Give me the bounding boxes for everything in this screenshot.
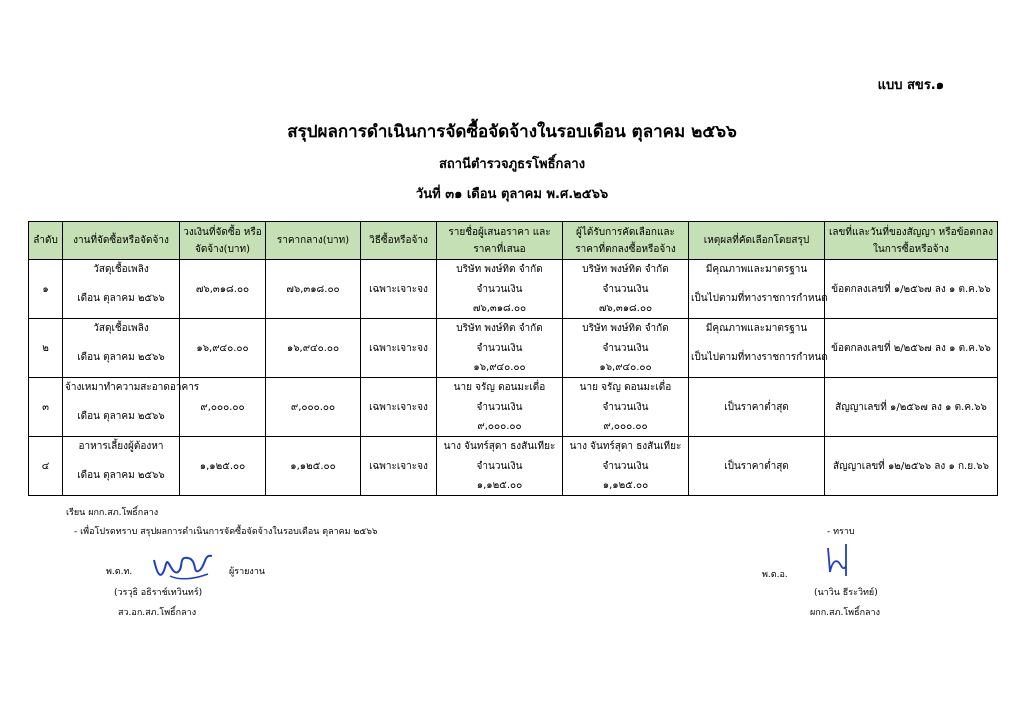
winner-amount: ๑,๑๒๕.๐๐ (602, 480, 649, 491)
header-method: วิธีซื้อหรือจ้าง (361, 222, 437, 260)
job-name: อาหารเลี้ยงผู้ต้องหา (78, 441, 164, 452)
winner-name: นาย จรัญ ดอนมะเดื่อ (579, 382, 672, 393)
bidder-amount-label: จำนวนเงิน (476, 401, 523, 413)
bidder-name: บริษัท พงษ์ทิต จำกัด (456, 323, 543, 334)
header-contract: เลขที่และวันที่ของสัญญา หรือข้อตกลงในการซื้อหรือจ้าง (825, 222, 998, 260)
row-winner (563, 319, 689, 378)
row-bidder (437, 319, 563, 378)
row-contract: ข้อตกลงเลขที่ ๑/๒๕๖๗ ลง ๑ ต.ค.๖๖ (825, 260, 998, 319)
header-median-price: ราคากลาง(บาท) (266, 222, 361, 260)
job-name: จ้างเหมาทำความสะอาดอาคาร (65, 382, 200, 393)
memo-to: เรียน ผกก.สภ.โพธิ์กลาง (66, 508, 159, 518)
job-period: เดือน ตุลาคม ๒๕๖๖ (77, 470, 165, 481)
reason-line: เป็นไปตามที่ทางราชการกำหนด (691, 293, 828, 304)
row-bidder (437, 437, 563, 496)
winner-amount-label: จำนวนเงิน (602, 283, 649, 295)
document-date: วันที่ ๓๑ เดือน ตุลาคม พ.ศ.๒๕๖๖ (415, 187, 609, 202)
row-reason (689, 260, 828, 319)
winner-amount: ๑๖,๙๔๐.๐๐ (599, 362, 652, 373)
row-reason (689, 378, 825, 437)
right-signer-name: (นาวิน ธีระวิทย์) (814, 588, 878, 598)
left-signer-role: ผู้รายงาน (229, 567, 266, 577)
title-block (0, 118, 1024, 204)
row-contract: ข้อตกลงเลขที่ ๒/๒๕๖๗ ลง ๑ ต.ค.๖๖ (825, 319, 998, 378)
row-contract: สัญญาเลขที่ ๑๒/๒๕๖๖ ลง ๑ ก.ย.๖๖ (825, 437, 998, 496)
bidder-amount: ๑,๑๒๕.๐๐ (476, 480, 523, 491)
row-no: ๔ (29, 437, 63, 496)
procurement-table (28, 221, 998, 496)
table-row (29, 260, 998, 319)
header-budget: วงเงินที่จัดซื้อ หรือจัดจ้าง(บาท) (180, 222, 266, 260)
row-winner (563, 378, 689, 437)
header-reason: เหตุผลที่คัดเลือกโดยสรุป (689, 222, 825, 260)
bidder-amount-label: จำนวนเงิน (476, 342, 523, 354)
job-period: เดือน ตุลาคม ๒๕๖๖ (77, 293, 165, 304)
bidder-name: นาย จรัญ ดอนมะเดื่อ (453, 382, 546, 393)
left-signer-rank: พ.ต.ท. (106, 567, 133, 577)
row-budget: ๑๖,๙๔๐.๐๐ (180, 319, 266, 378)
document-title: สรุปผลการดำเนินการจัดซื้อจัดจ้างในรอบเดือน ตุลาคม ๒๕๖๖ (287, 122, 737, 142)
row-method: เฉพาะเจาะจง (361, 378, 437, 437)
row-winner (563, 260, 689, 319)
reason-line: เป็นราคาต่ำสุด (724, 401, 789, 413)
bidder-amount-label: จำนวนเงิน (476, 460, 523, 472)
winner-amount: ๙,๐๐๐.๐๐ (603, 421, 648, 432)
row-budget: ๗๖,๓๑๘.๐๐ (180, 260, 266, 319)
row-winner (563, 437, 689, 496)
winner-amount: ๗๖,๓๑๘.๐๐ (598, 303, 653, 314)
row-method: เฉพาะเจาะจง (361, 437, 437, 496)
right-signer-rank: พ.ต.อ. (762, 570, 788, 580)
winner-name: บริษัท พงษ์ทิต จำกัด (582, 264, 669, 275)
memo-body: - เพื่อโปรดทราบ สรุปผลการดำเนินการจัดซื้อจัดจ้างในรอบเดือน ตุลาคม ๒๕๖๖ (74, 527, 378, 537)
right-signature-image (818, 540, 858, 580)
memo-ack: - ทราบ (827, 527, 855, 537)
row-job (63, 437, 180, 496)
row-budget: ๙,๐๐๐.๐๐ (180, 378, 266, 437)
row-bidder (437, 378, 563, 437)
header-no: ลำดับ (29, 222, 63, 260)
header-job: งานที่จัดซื้อหรือจัดจ้าง (63, 222, 180, 260)
station-name: สถานีตำรวจภูธรโพธิ์กลาง (438, 157, 586, 172)
left-signer-position: สว.อก.สภ.โพธิ์กลาง (118, 608, 197, 618)
reason-line: เป็นไปตามที่ทางราชการกำหนด (691, 352, 828, 363)
left-signature-image (148, 550, 218, 584)
table-header-row (29, 222, 998, 260)
table-row (29, 378, 998, 437)
row-reason (689, 437, 825, 496)
bidder-amount: ๙,๐๐๐.๐๐ (477, 421, 522, 432)
winner-amount-label: จำนวนเงิน (602, 342, 649, 354)
bidder-name: บริษัท พงษ์ทิต จำกัด (456, 264, 543, 275)
header-bidders: รายชื่อผู้เสนอราคา และราคาที่เสนอ (437, 222, 563, 260)
bidder-amount: ๗๖,๓๑๘.๐๐ (472, 303, 527, 314)
row-bidder (437, 260, 563, 319)
reason-line: มีคุณภาพและมาตรฐาน (705, 323, 808, 334)
row-no: ๒ (29, 319, 63, 378)
row-median-price: ๙,๐๐๐.๐๐ (266, 378, 361, 437)
winner-amount-label: จำนวนเงิน (602, 401, 649, 413)
row-method: เฉพาะเจาะจง (361, 319, 437, 378)
winner-name: นาง จันทร์สุดา ธงสันเทียะ (569, 441, 682, 452)
row-no: ๑ (29, 260, 63, 319)
job-name: วัสดุเชื้อเพลิง (93, 323, 149, 334)
reason-line: มีคุณภาพและมาตรฐาน (705, 264, 808, 275)
form-code: แบบ สขร.๑ (877, 78, 944, 93)
bidder-amount-label: จำนวนเงิน (476, 283, 523, 295)
bidder-name: นาง จันทร์สุดา ธงสันเทียะ (443, 441, 556, 452)
table-row (29, 319, 998, 378)
winner-amount-label: จำนวนเงิน (602, 460, 649, 472)
bidder-amount: ๑๖,๙๔๐.๐๐ (473, 362, 526, 373)
row-median-price: ๗๖,๓๑๘.๐๐ (266, 260, 361, 319)
row-job (63, 260, 180, 319)
row-contract: สัญญาเลขที่ ๑/๒๕๖๗ ลง ๑ ต.ค.๖๖ (825, 378, 998, 437)
right-signer-position: ผกก.สภ.โพธิ์กลาง (810, 608, 880, 618)
row-job (63, 319, 180, 378)
row-method: เฉพาะเจาะจง (361, 260, 437, 319)
row-job (63, 378, 200, 437)
table-row (29, 437, 998, 496)
job-name: วัสดุเชื้อเพลิง (93, 264, 149, 275)
row-reason (689, 319, 828, 378)
header-winner: ผู้ได้รับการคัดเลือกและ ราคาที่ตกลงซื้อหรือจ้าง (563, 222, 689, 260)
winner-name: บริษัท พงษ์ทิต จำกัด (582, 323, 669, 334)
row-median-price: ๑,๑๒๕.๐๐ (266, 437, 361, 496)
reason-line: เป็นราคาต่ำสุด (724, 460, 789, 472)
row-no: ๓ (29, 378, 63, 437)
job-period: เดือน ตุลาคม ๒๕๖๖ (77, 352, 165, 363)
row-budget: ๑,๑๒๕.๐๐ (180, 437, 266, 496)
job-period: เดือน ตุลาคม ๒๕๖๖ (77, 411, 165, 422)
row-median-price: ๑๖,๙๔๐.๐๐ (266, 319, 361, 378)
left-signer-name: (วรวุธิ อธิราช์เทวินทร์) (114, 588, 203, 598)
